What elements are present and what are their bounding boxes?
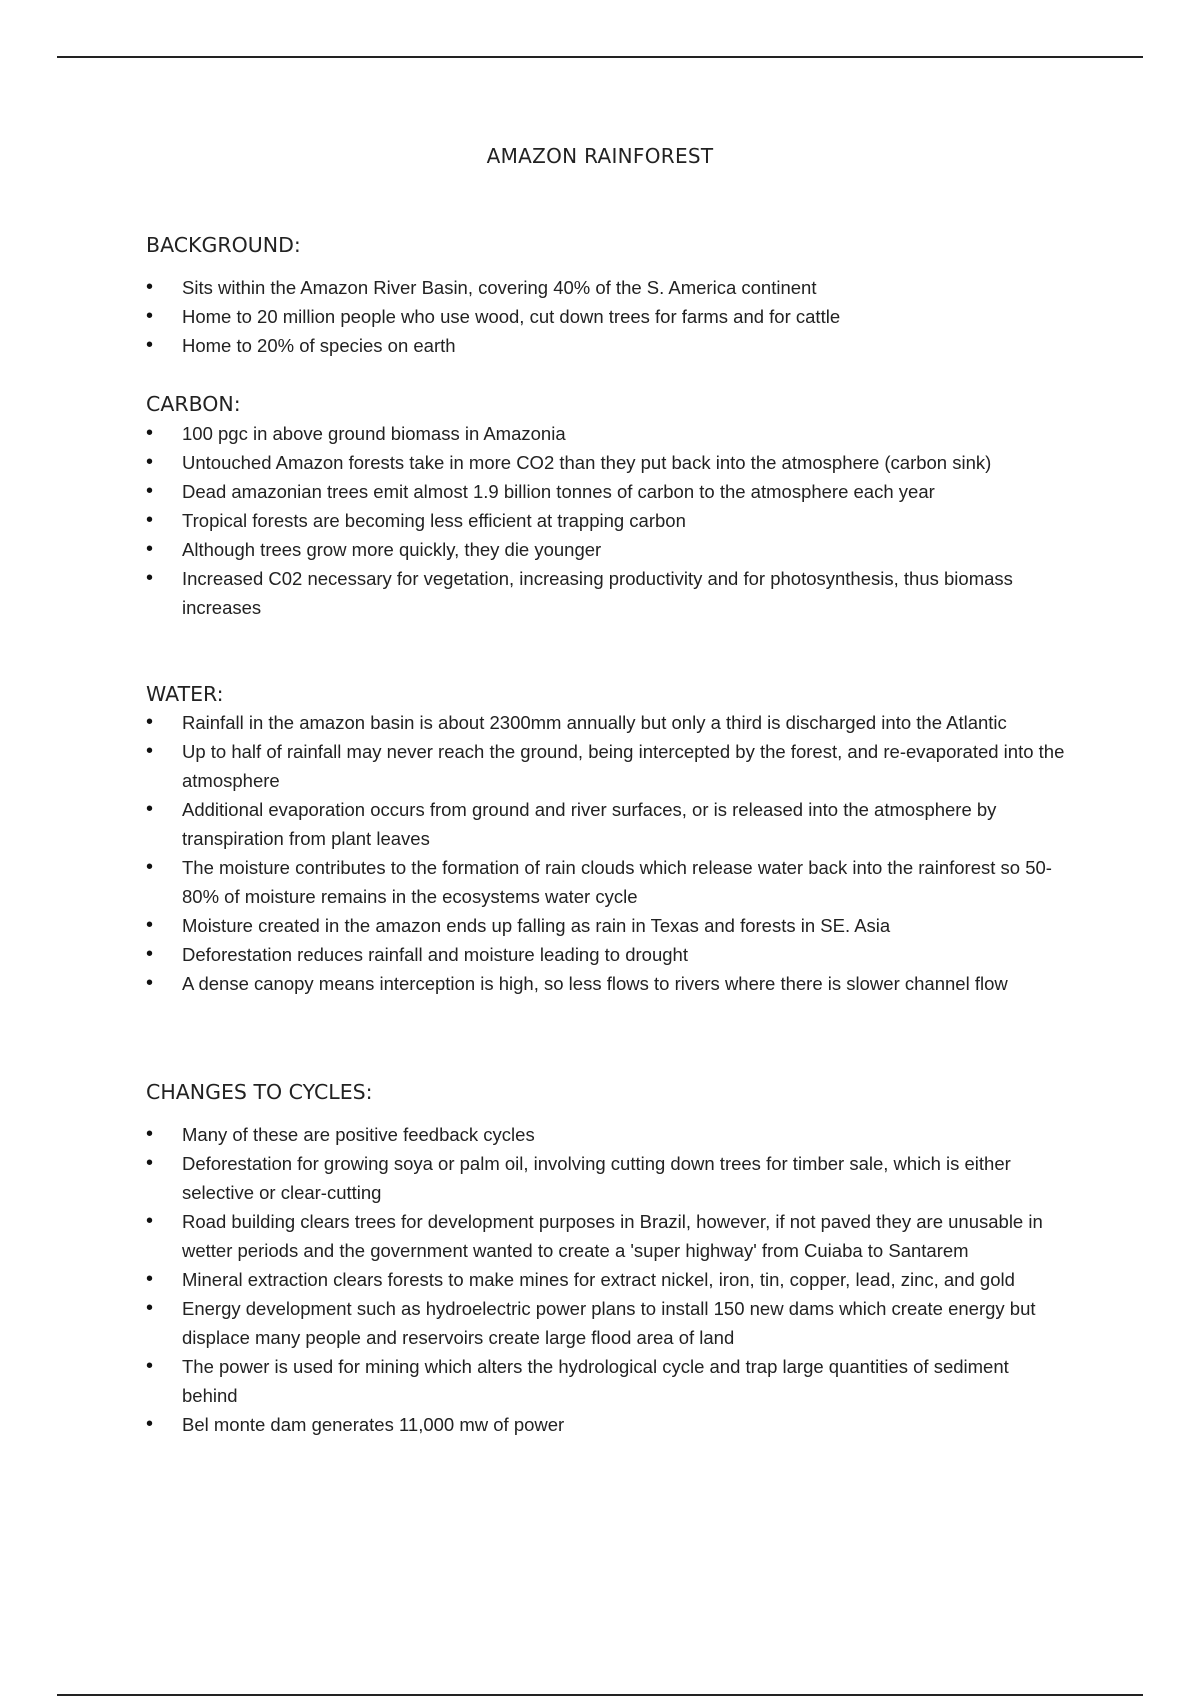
list-item: • Deforestation reduces rainfall and moisture leading to drought — [146, 940, 1066, 969]
section-carbon — [146, 391, 1066, 622]
list-item: • A dense canopy means interception is high, so less flows to rivers where there is slower channel flow — [146, 969, 1066, 998]
list-item: • Mineral extraction clears forests to make mines for extract nickel, iron, tin, copper, lead, zinc, and gold — [146, 1265, 1066, 1294]
list-item: • Dead amazonian trees emit almost 1.9 billion tonnes of carbon to the atmosphere each year — [146, 477, 1066, 506]
section-water — [146, 681, 1066, 998]
list-item: • Sits within the Amazon River Basin, covering 40% of the S. America continent — [146, 273, 1066, 302]
list-item: • Deforestation for growing soya or palm oil, involving cutting down trees for timber sale, which is either selective or clear-cutting — [146, 1149, 1066, 1207]
section-heading: BACKGROUND: — [146, 233, 301, 257]
list-item: • Road building clears trees for development purposes in Brazil, however, if not paved they are unusable in wetter periods and the government wanted to create a 'super highway' from Cuiaba to Santarem — [146, 1207, 1066, 1265]
bottom-divider — [57, 1694, 1143, 1696]
list-item: • Increased C02 necessary for vegetation, increasing productivity and for photosynthesis, thus biomass increases — [146, 564, 1066, 622]
list-item: • Home to 20 million people who use wood, cut down trees for farms and for cattle — [146, 302, 1066, 331]
list-item: • Rainfall in the amazon basin is about 2300mm annually but only a third is discharged into the Atlantic — [146, 708, 1066, 737]
list-item: • Many of these are positive feedback cycles — [146, 1120, 1066, 1149]
section-heading: CARBON: — [146, 392, 241, 416]
section-changes-to-cycles — [146, 1079, 1066, 1439]
list-item: • Although trees grow more quickly, they die younger — [146, 535, 1066, 564]
list-item: • Energy development such as hydroelectric power plans to install 150 new dams which create energy but displace many people and reservoirs create large flood area of land — [146, 1294, 1066, 1352]
bullet-list — [146, 708, 1066, 998]
list-item: • Moisture created in the amazon ends up falling as rain in Texas and forests in SE. Asia — [146, 911, 1066, 940]
list-item: • Home to 20% of species on earth — [146, 331, 1066, 360]
section-heading: CHANGES TO CYCLES: — [146, 1080, 373, 1104]
list-item: • The power is used for mining which alters the hydrological cycle and trap large quantities of sediment behind — [146, 1352, 1066, 1410]
top-divider — [57, 56, 1143, 58]
bullet-list — [146, 1120, 1066, 1439]
list-item: • The moisture contributes to the formation of rain clouds which release water back into the rainforest so 50-80% of moisture remains in the ecosystems water cycle — [146, 853, 1066, 911]
page-title: AMAZON RAINFOREST — [486, 144, 714, 168]
bullet-list — [146, 419, 1066, 622]
section-background — [146, 232, 1066, 360]
bullet-list — [146, 273, 1066, 360]
section-heading: WATER: — [146, 682, 224, 706]
list-item: • Bel monte dam generates 11,000 mw of power — [146, 1410, 1066, 1439]
list-item: • Up to half of rainfall may never reach the ground, being intercepted by the forest, and re-evaporated into the atmosphere — [146, 737, 1066, 795]
list-item: • Untouched Amazon forests take in more CO2 than they put back into the atmosphere (carbon sink) — [146, 448, 1066, 477]
list-item: • 100 pgc in above ground biomass in Amazonia — [146, 419, 1066, 448]
list-item: • Tropical forests are becoming less efficient at trapping carbon — [146, 506, 1066, 535]
list-item: • Additional evaporation occurs from ground and river surfaces, or is released into the atmosphere by transpiration from plant leaves — [146, 795, 1066, 853]
